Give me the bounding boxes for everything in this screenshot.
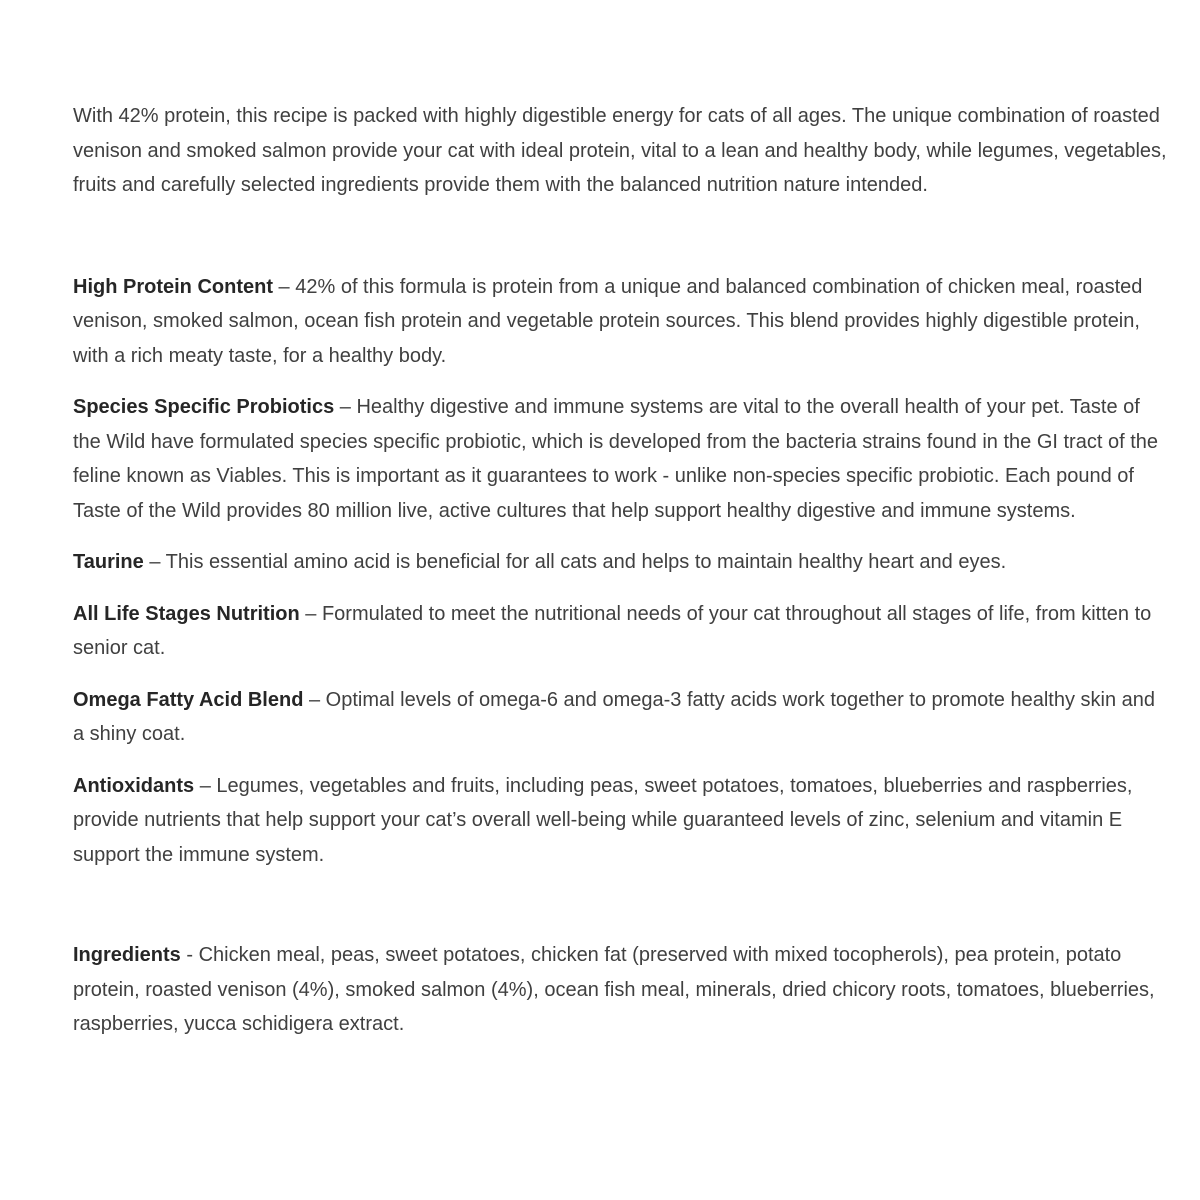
- feature-title: Omega Fatty Acid Blend: [73, 688, 304, 711]
- feature-text: Healthy digestive and immune systems are vital to the overall health of your pet. Taste of the Wild have formulated species specific probiotic, which is developed from the bacteria strains found in the GI tract of the feline known as Viables. This is important as it guarantees to work - unlike non-species specific probiotic. Each pound of Taste of the Wild provides 80 million live, active cultures that help support healthy digestive and immune systems.: [73, 396, 1158, 522]
- feature-separator: –: [149, 551, 161, 573]
- feature-list: [73, 270, 1168, 873]
- feature-separator: –: [339, 396, 351, 418]
- feature-separator: –: [308, 688, 321, 711]
- feature-text: 42% of this formula is protein from a unique and balanced combination of chicken meal, roasted venison, smoked salmon, ocean fish protein and vegetable protein sources. This blend provides highly digestible protein, with a rich meaty taste, for a healthy body.: [73, 275, 1143, 367]
- feature-separator: –: [199, 774, 211, 797]
- feature-separator: –: [305, 602, 317, 625]
- feature-title: Antioxidants: [73, 774, 195, 797]
- feature-text: Optimal levels of omega-6 and omega-3 fatty acids work together to promote healthy skin and a shiny coat.: [73, 688, 1155, 745]
- ingredients-separator: -: [186, 944, 194, 966]
- feature-separator: –: [278, 275, 290, 298]
- feature-high-protein-content: [73, 270, 1168, 374]
- feature-omega-fatty-acid-blend: [73, 683, 1168, 752]
- feature-title: Species Specific Probiotics: [73, 396, 335, 418]
- feature-antioxidants: [73, 769, 1168, 873]
- feature-title: All Life Stages Nutrition: [73, 602, 300, 625]
- ingredients-paragraph: [73, 938, 1168, 1042]
- feature-title: High Protein Content: [73, 275, 273, 298]
- feature-text: This essential amino acid is beneficial for all cats and helps to maintain healthy heart and eyes.: [165, 551, 1007, 573]
- feature-text: Legumes, vegetables and fruits, including peas, sweet potatoes, tomatoes, blueberries and raspberries, provide nutrients that help support your cat’s overall well-being while guaranteed levels of zinc, selenium and vitamin E support the immune system.: [73, 774, 1133, 866]
- intro-paragraph: [73, 99, 1168, 203]
- intro-text: With 42% protein, this recipe is packed with highly digestible energy for cats of all ages. The unique combination of roasted venison and smoked salmon provide your cat with ideal protein, vital to a lean and healthy body, while legumes, vegetables, fruits and carefully selected ingredients provide them with the balanced nutrition nature intended.: [73, 105, 1167, 196]
- feature-text: Formulated to meet the nutritional needs of your cat throughout all stages of life, from kitten to senior cat.: [73, 602, 1152, 659]
- feature-title: Taurine: [73, 551, 144, 573]
- feature-taurine: [73, 545, 1168, 580]
- feature-all-life-stages-nutrition: [73, 597, 1168, 666]
- ingredients-text: Chicken meal, peas, sweet potatoes, chicken fat (preserved with mixed tocopherols), pea protein, potato protein, roasted venison (4%), smoked salmon (4%), ocean fish meal, minerals, dried chicory roots, tomatoes, blueberries, raspberries, yucca schidigera extract.: [73, 944, 1155, 1035]
- ingredients-title: Ingredients: [73, 944, 181, 966]
- feature-species-specific-probiotics: [73, 390, 1168, 528]
